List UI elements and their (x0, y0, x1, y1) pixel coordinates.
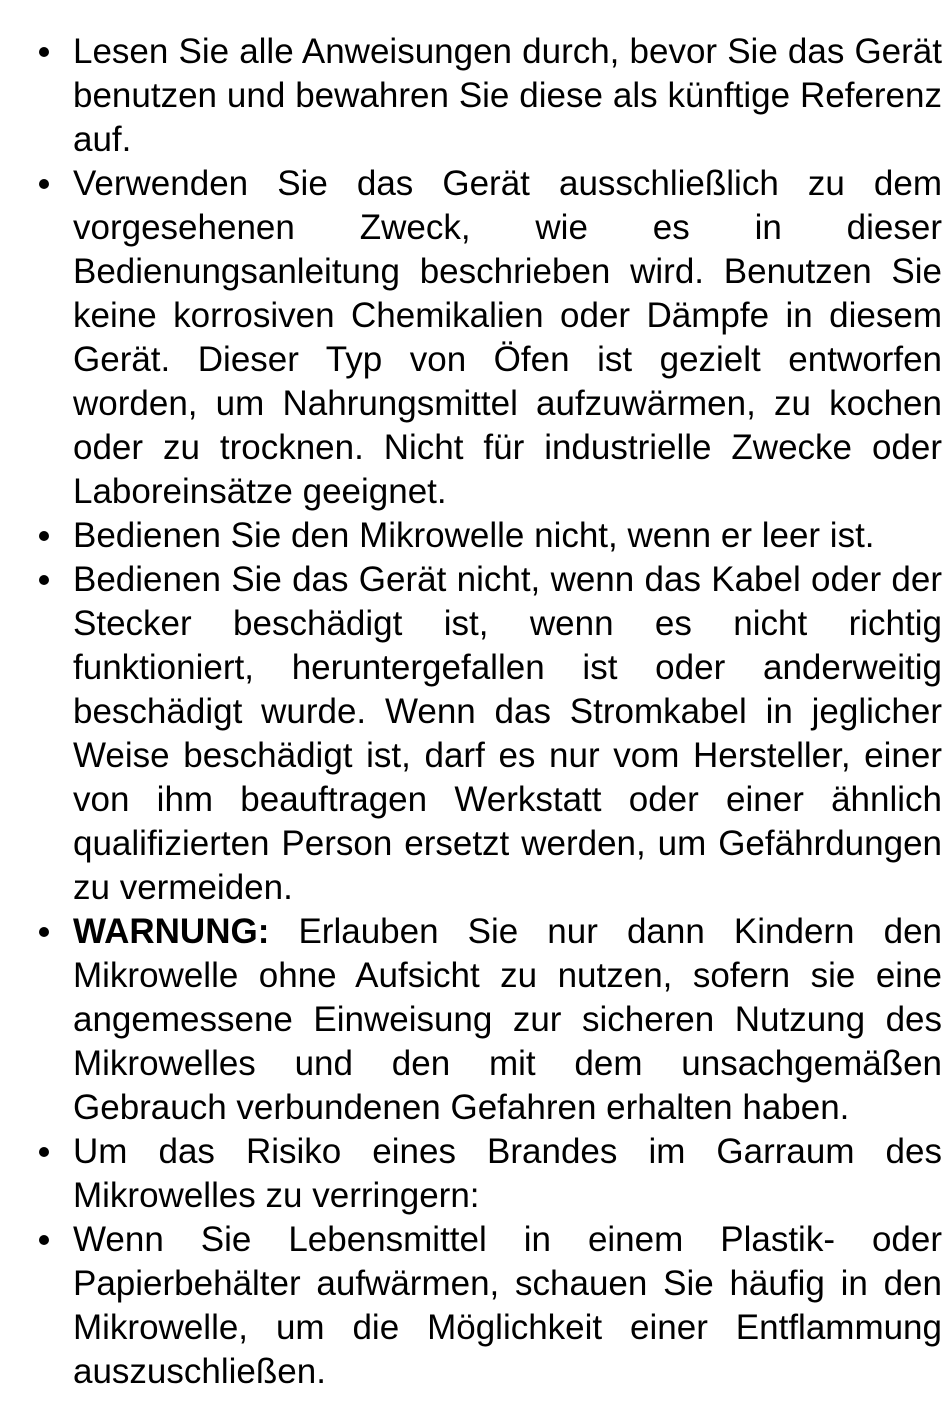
list-item-text: Bedienen Sie das Gerät nicht, wenn das Kabel oder der Stecker beschädigt ist, wenn es nicht richtig funktioniert, heruntergefallen ist oder anderweitig beschädigt wurde. Wenn das Stromkabel in jeglicher Weise beschädigt ist, darf es nur vom Hersteller, einer von ihm beauftragen Werkstatt oder einer ähnlich qualifizierten Person ersetzt werden, um Gefährdungen zu vermeiden. (73, 560, 942, 907)
bullet-icon (39, 47, 49, 57)
list-item-text: Um das Risiko eines Brandes im Garraum des Mikrowelles zu verringern: (73, 1132, 942, 1215)
list-item-warning (73, 910, 942, 1130)
list-item-text: Verwenden Sie das Gerät ausschließlich zu dem vorgesehenen Zweck, wie es in dieser Bedienungsanleitung beschrieben wird. Benutzen Sie keine korrosiven Chemikalien oder Dämpfe in diesem Gerät. Dieser Typ von Öfen ist gezielt entworfen worden, um Nahrungsmittel aufzuwärmen, zu kochen oder zu trocknen. Nicht für industrielle Zwecke oder Laboreinsätze geeignet. (73, 164, 942, 511)
list-item (73, 162, 942, 514)
bullet-icon (39, 531, 49, 541)
list-item (73, 30, 942, 162)
list-item-text: Bedienen Sie den Mikrowelle nicht, wenn er leer ist. (73, 516, 875, 555)
list-item-text: Lesen Sie alle Anweisungen durch, bevor Sie das Gerät benutzen und bewahren Sie diese als künftige Referenz auf. (73, 32, 942, 159)
list-item (73, 558, 942, 910)
list-item (73, 514, 942, 558)
bullet-icon (39, 1147, 49, 1157)
list-item (73, 1218, 942, 1394)
safety-instructions-list (73, 30, 942, 1394)
list-item-text: Erlauben Sie nur dann Kindern den Mikrowelle ohne Aufsicht zu nutzen, sofern sie eine angemessene Einweisung zur sicheren Nutzung des Mikrowelles und den mit dem unsachgemäßen Gebrauch verbundenen Gefahren erhalten haben. (73, 912, 942, 1127)
list-item-text: Wenn Sie Lebensmittel in einem Plastik- oder Papierbehälter aufwärmen, schauen Sie häufig in den Mikrowelle, um die Möglichkeit einer Entflammung auszuschließen. (73, 1220, 942, 1391)
bullet-icon (39, 927, 49, 937)
bullet-icon (39, 179, 49, 189)
warning-label: WARNUNG: (73, 912, 270, 951)
list-item (73, 1130, 942, 1218)
bullet-icon (39, 575, 49, 585)
bullet-icon (39, 1235, 49, 1245)
